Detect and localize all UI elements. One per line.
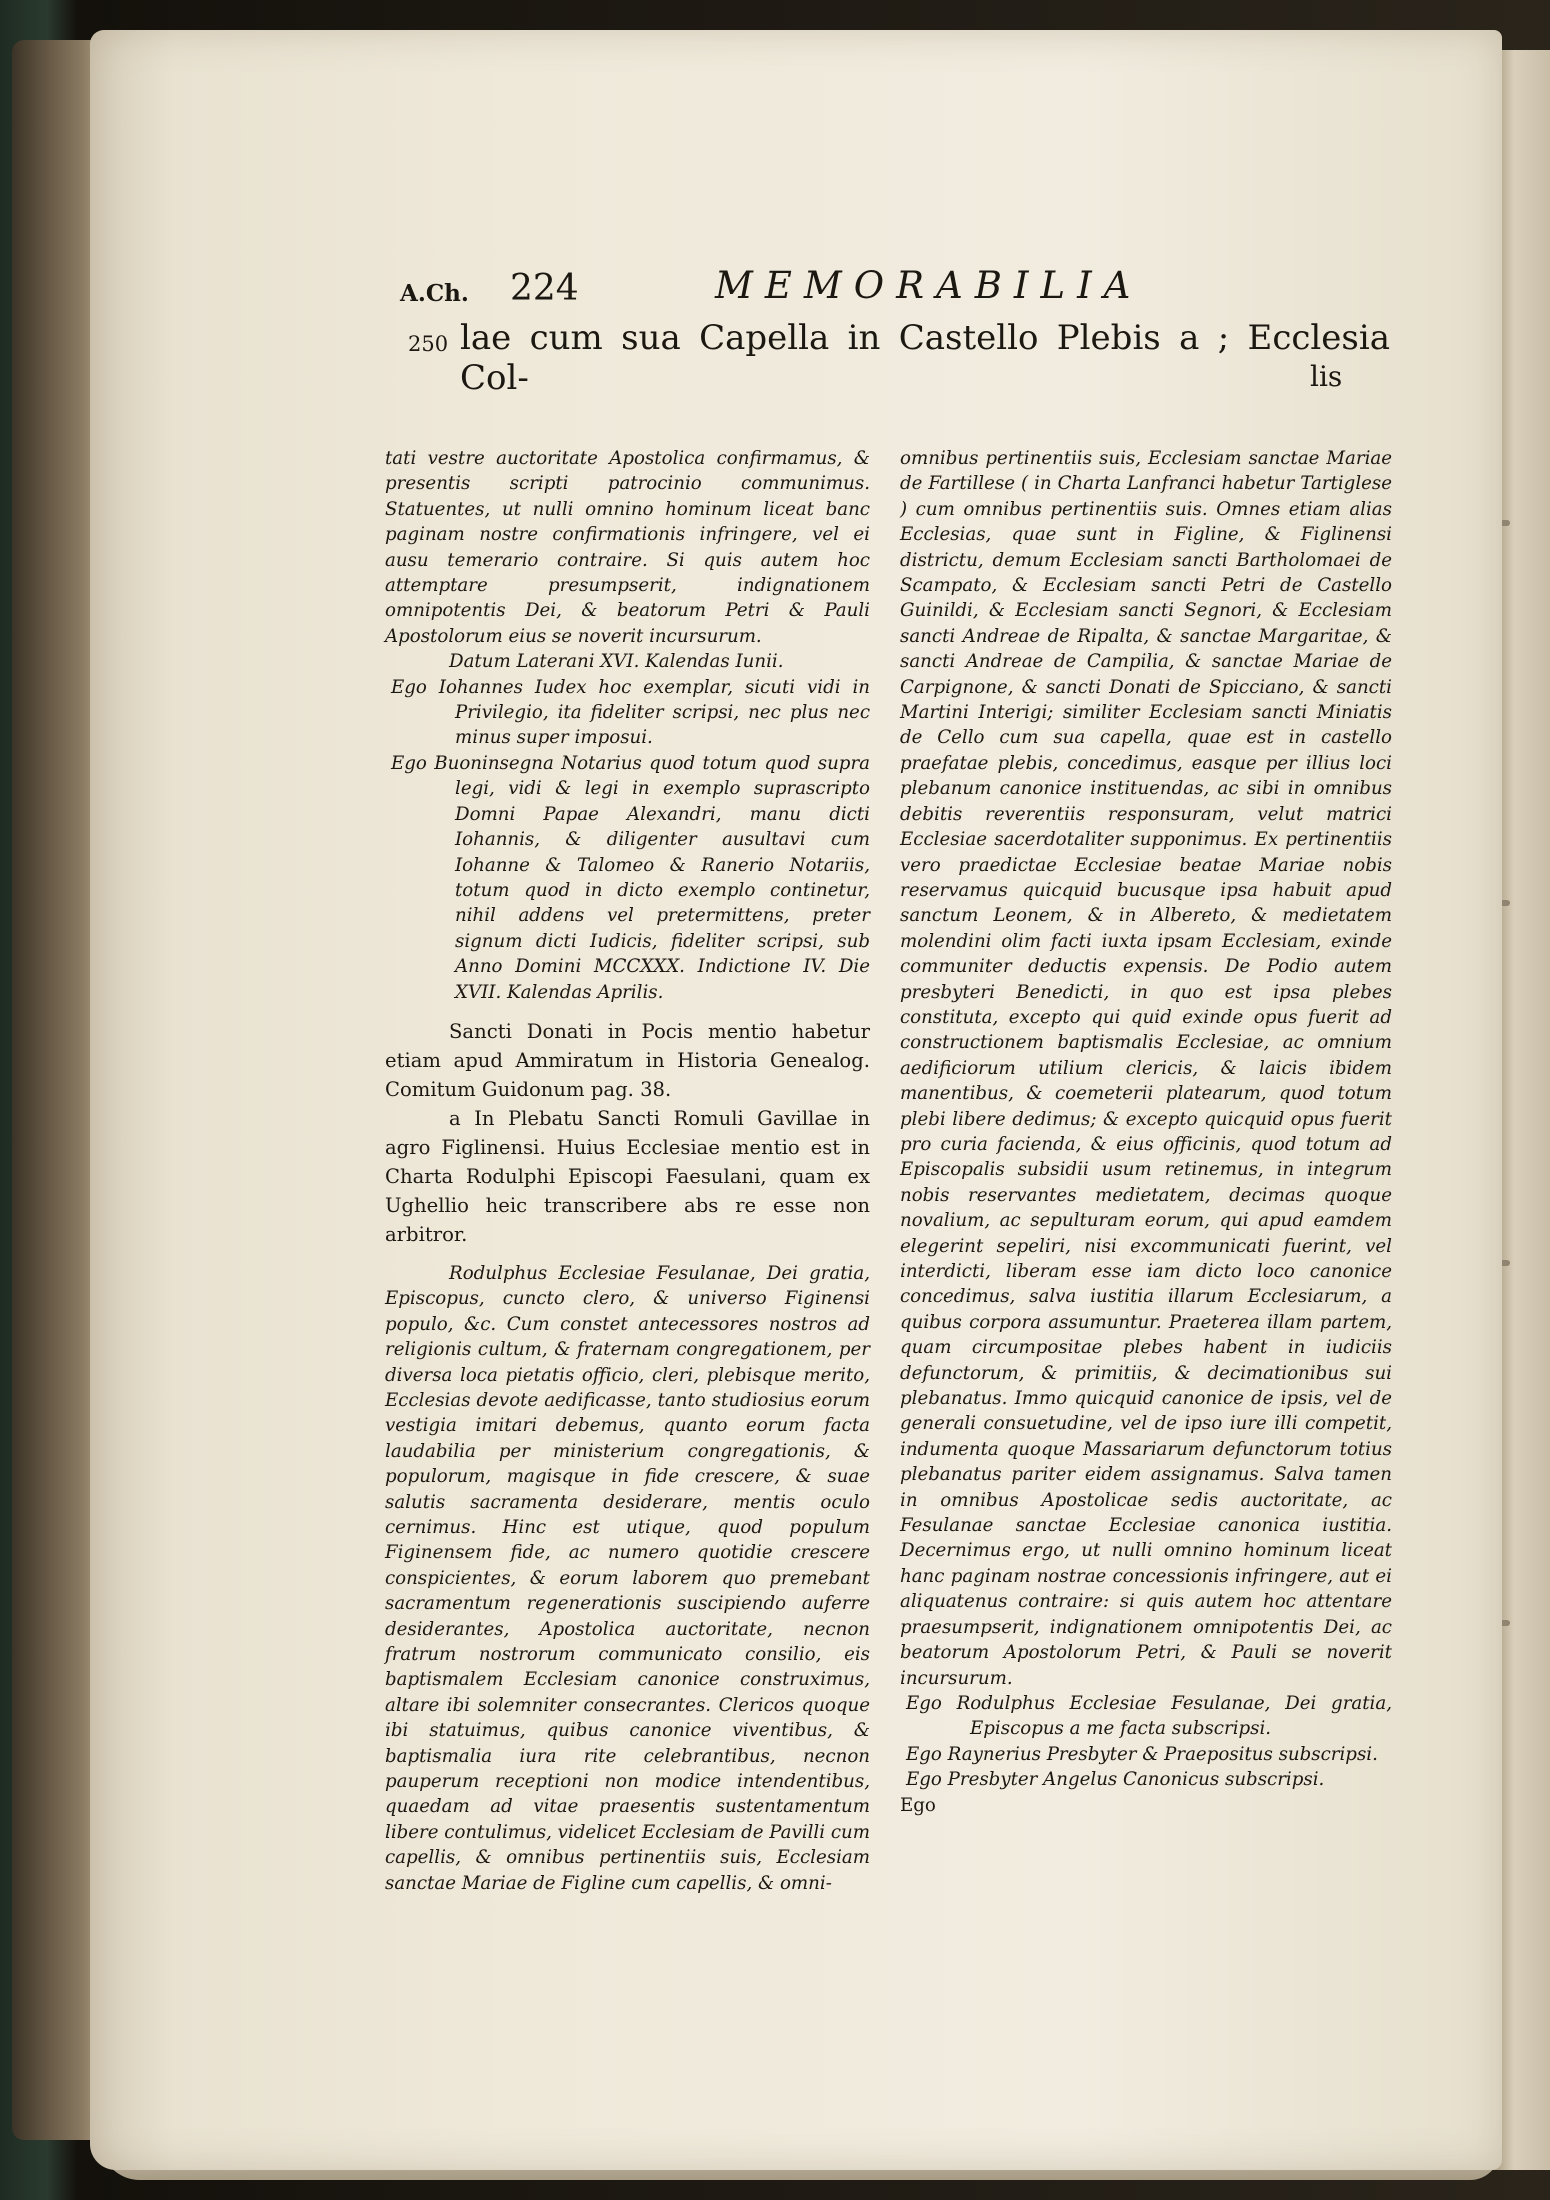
page-number: 224 [510,268,579,309]
signature-angelus: Ego Presbyter Angelus Canonicus subscripsi. [906,1769,1325,1791]
rodulphus-charter: Rodulphus Ecclesiae Fesulanae, Dei gratia, Episcopus, cuncto clero, & universo Figinensi populo, &c. Cum constet antecessores nostros ad religionis cultum, & fraternam congregationem, per diversa loca pietatis officio, cleri, plebisque merito, Ecclesias devote aedificasse, tanto studiosius eorum vestigia imitari debemus, quanto eorum facta laudabilia per ministerium congregationis, & populorum, magisque in fide crescere, & suae salutis sacramenta desiderare, mentis oculo cernimus. Hinc est utique, quod populum Figinensem fide, ac numero quotidie crescere conspicientes, & eorum laborem quo premebant sacramentum regenerationis suscipiendo auferre desiderantes, Apostolica auctoritate, necnon fratrum nostrorum communicato consilio, eis baptismalem Ecclesiam canonice construximus, altare ibi solemniter consecrantes. Clericos quoque ibi statuimus, quibus canonice viventibus, & baptismalia iura rite celebrantibus, necnon pauperum receptioni non modice intendentibus, quaedam ad vitae praesentis sustentamentum libere contulimus, videlicet Ecclesiam de Pavilli cum capellis, & omnibus pertinentiis suis, Ecclesiam sanctae Mariae de Figline cum capellis, & omni- [385,1262,870,1894]
signature-raynerius: Ego Raynerius Presbyter & Praepositus subscripsi. [906,1743,1378,1765]
charter-continuation: omnibus pertinentiis suis, Ecclesiam sanctae Mariae de Fartillese ( in Charta Lanfranci habetur Tartiglese ) cum omnibus pertinentiis suis. Omnes etiam alias Ecclesias, quae sunt in Figline, & Figlinensi districtu, demum Ecclesiam sancti Bartholomaei de Scampato, & Ecclesiam sancti Petri de Castello Guinildi, & Ecclesiam sancti Segnori, & Ecclesiam sancti Andreae de Ripalta, & sanctae Margaritae, & sancti Andreae de Campilia, & sanctae Mariae de Carpignone, & sancti Donati de Spicciano, & sancti Martini Interigi; similiter Ecclesiam sancti Miniatis de Cello cum sua capella, quae est in castello praefatae plebis, concedimus, easque per illius loci plebanum canonice instituendas, ac sibi in omnibus debitis reverentiis responsuram, velut matrici Ecclesiae sacerdotaliter supponimus. Ex pertinentiis vero praedictae Ecclesiae beatae Mariae nobis reservamus quicquid bucusque ipsa habuit apud sanctum Leonem, & in Albereto, & medietatem molendini olim facti iuxta ipsam Ecclesiam, exinde communiter deductis expensis. De Podio autem presbyteri Benedicti, in quo est ipsa plebes constituta, excepto qui quid exinde opus fuerit ad constructionem baptismalis Ecclesiae, ac omnium aedificiorum utilium clericis, & laicis ibidem manentibus, & coemeterii platearum, quod totum plebi libere dedimus; & excepto quicquid opus fuerit pro curia facienda, & eius officinis, quod totum ad Episcopalis subsidii usum retinemus, in integrum nobis reservantes medietatem, decimas quoque novalium, ac sepulturam eorum, qui apud eamdem elegerint sepeliri, nisi excommunicati fuerint, vel interdicti, liberam esse iam dicto loco canonice concedimus, salva iustitia illarum Ecclesiarum, a quibus corpora assumuntur. Praeterea illam partem, quam circumpositae plebes habent in iudiciis defunctorum, & primitiis, & decimationibus sui plebanatus. Immo quicquid canonice de ipsis, vel de generali consuetudine, vel de ipso iure illi competit, indumenta quoque Massariarum defunctorum totius plebanatus pariter eidem assignamus. Salva tamen in omnibus Apostolicae sedis auctoritate, ac Fesulanae sanctae Ecclesiae canonica iustitia. Decernimus ergo, ut nulli omnino hominum liceat hanc paginam nostrae concessionis infringere, aut ei aliquatenus contraire: si quis autem hoc attentare praesumpserit, indignationem omnipotentis Dei, ac beatorum Apostolorum Petri, & Pauli se noverit incursurum. [900,448,1392,1689]
charter-paragraph: tati vestre auctoritate Apostolica confirmamus, & presentis scripti patrocinio communimus. Statuentes, ut nulli omnino hominum liceat banc paginam nostre confirmationis infringere, vel ei ausu temerario contraire. Si quis autem hoc attemptare presumpserit, indignationem omnipotentis Dei, & beatorum Petri & Pauli Apostolorum eius se noverit incursurum. [385,448,870,647]
signature-rodulphus: Ego Rodulphus Ecclesiae Fesulanae, Dei gratia, Episcopus a me facta subscripsi. [906,1692,1392,1740]
margin-year: 250 [408,332,449,356]
header-label: A.Ch. [400,280,469,307]
running-header [0,264,1550,314]
footnote-a: a In Plebatu Sancti Romuli Gavillae in agro Figlinensi. Huius Ecclesiae mentio est in Charta Rodulphi Episcopi Faesulani, quam ex Ughellio heic transcribere abs re esse non arbitror. [385,1106,870,1246]
page-catchword: Ego [900,1794,936,1816]
left-column [385,446,870,1896]
continuation-line [400,318,1390,408]
running-title: MEMORABILIA [715,264,1143,307]
datum-line: Datum Laterani XVI. Kalendas Iunii. [449,651,784,673]
signature-iohannes: Ego Iohannes Iudex hoc exemplar, sicuti vidi in Privilegio, ita fideliter scripsi, nec plus nec minus super imposui. [391,676,870,749]
right-column [900,446,1392,1818]
continuation-catchword: lis [1310,360,1343,393]
footnote-donati: Sancti Donati in Pocis mentio habetur etiam apud Ammiratum in Historia Genealog. Comitum Guidonum pag. 38. [385,1019,870,1101]
continuation-text: lae cum sua Capella in Castello Plebis a ; Ecclesia Col- [460,318,1390,398]
signature-buoninsegna: Ego Buoninsegna Notarius quod totum quod supra legi, vidi & legi in exemplo suprascripto Domni Papae Alexandri, manu dicti Iohannis, & diligenter ausultavi cum Iohanne & Talomeo & Ranerio Notariis, totum quod in dicto exemplo continetur, nihil addens vel pretermittens, preter signum dicti Iudicis, fideliter scripsi, sub Anno Domini MCCXXX. Indictione IV. Die XVII. Kalendas Aprilis. [391,752,870,1003]
